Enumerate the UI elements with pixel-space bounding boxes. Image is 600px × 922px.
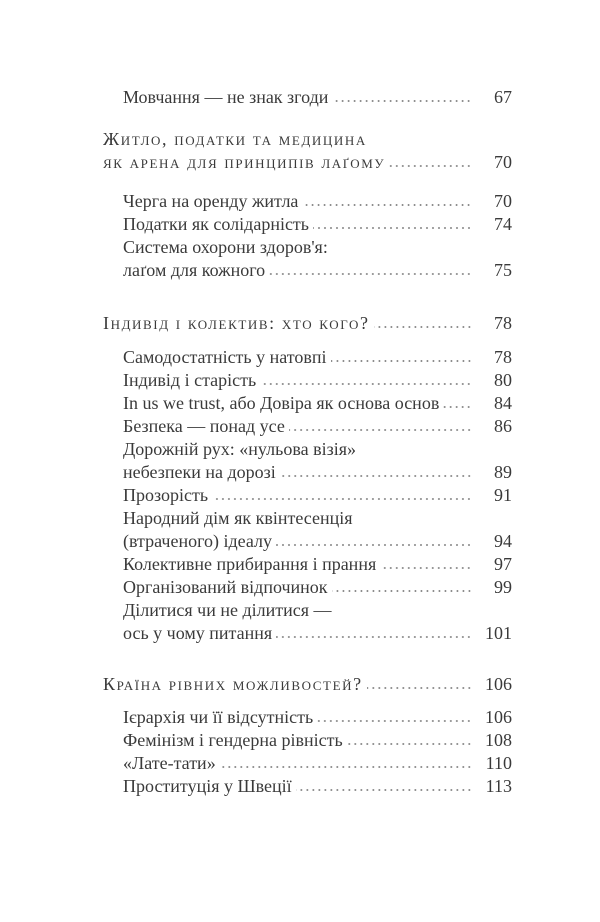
toc-entry bbox=[123, 530, 512, 552]
toc-entry bbox=[123, 259, 512, 281]
leader-dots bbox=[260, 382, 472, 386]
entry-title: Безпека — понад усе bbox=[123, 416, 285, 436]
leader-dots bbox=[443, 405, 472, 409]
toc-entry bbox=[123, 729, 512, 751]
section-heading bbox=[103, 128, 512, 150]
toc-entry bbox=[123, 622, 512, 644]
page-number: 74 bbox=[494, 214, 512, 234]
page-number: 99 bbox=[494, 577, 512, 597]
page-number: 70 bbox=[494, 191, 512, 211]
page-number: 89 bbox=[494, 462, 512, 482]
leader-dots bbox=[269, 272, 472, 276]
leader-dots bbox=[317, 719, 472, 723]
toc-entry bbox=[123, 507, 512, 529]
page-number: 78 bbox=[494, 347, 512, 367]
page-number: 86 bbox=[494, 416, 512, 436]
toc-entry bbox=[123, 438, 512, 460]
leader-dots bbox=[302, 203, 472, 207]
page-number: 91 bbox=[494, 485, 512, 505]
toc-entry bbox=[123, 346, 512, 368]
page-number: 101 bbox=[485, 623, 512, 643]
page-number: 78 bbox=[494, 313, 512, 333]
page-number: 80 bbox=[494, 370, 512, 390]
toc-entry bbox=[123, 236, 512, 258]
leader-dots bbox=[280, 474, 472, 478]
entry-title: Черга на оренду житла bbox=[123, 191, 299, 211]
leader-dots bbox=[374, 325, 472, 329]
page-number: 106 bbox=[485, 707, 512, 727]
toc-entry bbox=[123, 369, 512, 391]
leader-dots bbox=[220, 765, 472, 769]
leader-dots bbox=[332, 99, 472, 103]
page-number: 106 bbox=[485, 674, 512, 694]
entry-title: ось у чому питання bbox=[123, 623, 273, 643]
page-number: 67 bbox=[494, 87, 512, 107]
page-number: 75 bbox=[494, 260, 512, 280]
toc-entry bbox=[123, 599, 512, 621]
section-heading bbox=[103, 151, 512, 173]
leader-dots bbox=[367, 686, 472, 690]
page-number: 70 bbox=[494, 152, 512, 172]
entry-title: «Лате-тати» bbox=[123, 753, 216, 773]
toc-entry bbox=[123, 576, 512, 598]
page-number: 108 bbox=[485, 730, 512, 750]
leader-dots bbox=[313, 226, 472, 230]
toc-entry bbox=[123, 484, 512, 506]
entry-title: Народний дім як квінтесенція bbox=[123, 508, 353, 528]
entry-title: Ієрархія чи її відсутність bbox=[123, 707, 314, 727]
entry-title: Прозорість bbox=[123, 485, 209, 505]
entry-title: Ділитися чи не ділитися — bbox=[123, 600, 332, 620]
entry-title: Проституція у Швеції bbox=[123, 776, 292, 796]
leader-dots bbox=[276, 543, 472, 547]
toc-entry bbox=[123, 752, 512, 774]
toc-entry bbox=[123, 461, 512, 483]
page-number: 97 bbox=[494, 554, 512, 574]
page-number: 84 bbox=[494, 393, 512, 413]
leader-dots bbox=[347, 742, 472, 746]
entry-title: Податки як солідарність bbox=[123, 214, 310, 234]
entry-title: Індивід і старість bbox=[123, 370, 257, 390]
leader-dots bbox=[276, 635, 472, 639]
toc-entry bbox=[123, 775, 512, 797]
entry-title: Фемінізм і гендерна рівність bbox=[123, 730, 343, 750]
entry-title: In us we trust, або Довіра як основа основ bbox=[123, 393, 440, 413]
heading-title: Країна рівних можливостей? bbox=[103, 674, 363, 694]
leader-dots bbox=[389, 164, 472, 168]
toc-entry bbox=[123, 190, 512, 212]
page-number: 113 bbox=[485, 776, 512, 796]
entry-title: Система охорони здоров'я: bbox=[123, 237, 328, 257]
section-heading bbox=[103, 312, 512, 334]
section-heading bbox=[103, 673, 512, 695]
toc-entry bbox=[123, 392, 512, 414]
leader-dots bbox=[331, 359, 472, 363]
entry-title: Мовчання — не знак згоди bbox=[123, 87, 329, 107]
heading-title: Житло, податки та медицина bbox=[103, 129, 367, 149]
leader-dots bbox=[380, 566, 472, 570]
heading-title: як арена для принципів лаґому bbox=[103, 152, 386, 172]
toc-entry bbox=[123, 415, 512, 437]
entry-title: небезпеки на дорозі bbox=[123, 462, 276, 482]
heading-title: Індивід і колектив: хто кого? bbox=[103, 313, 370, 333]
entry-title: Самодостатність у натовпі bbox=[123, 347, 327, 367]
leader-dots bbox=[296, 788, 472, 792]
toc-entry bbox=[123, 706, 512, 728]
page-number: 94 bbox=[494, 531, 512, 551]
entry-title: Організований відпочинок bbox=[123, 577, 328, 597]
toc-entry bbox=[123, 213, 512, 235]
toc-entry bbox=[123, 86, 512, 108]
leader-dots bbox=[289, 428, 472, 432]
entry-title: Дорожній рух: «нульова візія» bbox=[123, 439, 356, 459]
toc-entry bbox=[123, 553, 512, 575]
page-number: 110 bbox=[485, 753, 512, 773]
leader-dots bbox=[212, 497, 472, 501]
entry-title: (втраченого) ідеалу bbox=[123, 531, 273, 551]
entry-title: лаґом для кожного bbox=[123, 260, 266, 280]
leader-dots bbox=[332, 589, 472, 593]
entry-title: Колективне прибирання і прання bbox=[123, 554, 377, 574]
